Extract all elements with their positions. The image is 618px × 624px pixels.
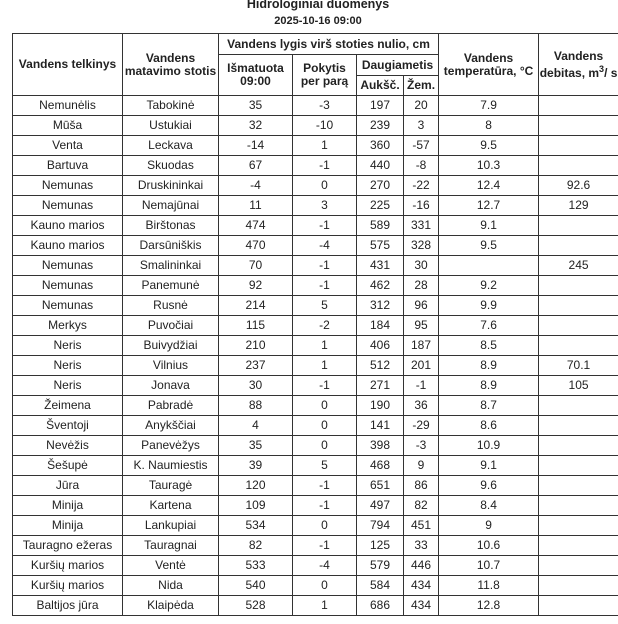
- cell-temperature: 9.5: [439, 236, 539, 256]
- cell-discharge: [539, 336, 618, 356]
- cell-station: K. Naumiestis: [123, 456, 219, 476]
- cell-high: 579: [357, 556, 404, 576]
- cell-waterbody: Minija: [13, 496, 123, 516]
- cell-station: Smalininkai: [123, 256, 219, 276]
- cell-change: -3: [293, 96, 357, 116]
- cell-measured: 39: [219, 456, 293, 476]
- cell-discharge: [539, 96, 618, 116]
- cell-measured: 30: [219, 376, 293, 396]
- cell-low: -3: [404, 436, 439, 456]
- cell-discharge: [539, 436, 618, 456]
- cell-low: 9: [404, 456, 439, 476]
- table-row: [13, 96, 618, 116]
- cell-discharge: 92.6: [539, 176, 618, 196]
- cell-temperature: 10.7: [439, 556, 539, 576]
- cell-waterbody: Nevėžis: [13, 436, 123, 456]
- cell-temperature: 10.6: [439, 536, 539, 556]
- header-temperature: Vandens temperatūra, °C: [439, 34, 539, 96]
- cell-waterbody: Nemunas: [13, 196, 123, 216]
- table-body: [13, 96, 618, 616]
- cell-temperature: 9.6: [439, 476, 539, 496]
- cell-temperature: 12.4: [439, 176, 539, 196]
- cell-waterbody: Šventoji: [13, 416, 123, 436]
- cell-discharge: [539, 296, 618, 316]
- cell-low: 187: [404, 336, 439, 356]
- cell-station: Buivydžiai: [123, 336, 219, 356]
- cell-high: 440: [357, 156, 404, 176]
- cell-change: 5: [293, 456, 357, 476]
- cell-temperature: 8.7: [439, 396, 539, 416]
- cell-high: 312: [357, 296, 404, 316]
- table-row: [13, 256, 618, 276]
- cell-measured: 534: [219, 516, 293, 536]
- cell-measured: 474: [219, 216, 293, 236]
- data-date: 2025-10-16 09:00: [274, 15, 362, 27]
- cell-temperature: 12.7: [439, 196, 539, 216]
- cell-high: 360: [357, 136, 404, 156]
- cell-low: -1: [404, 376, 439, 396]
- cell-waterbody: Nemunas: [13, 296, 123, 316]
- cell-waterbody: Nemunas: [13, 256, 123, 276]
- cell-discharge: [539, 276, 618, 296]
- cell-temperature: 11.8: [439, 576, 539, 596]
- cell-temperature: 9.5: [439, 136, 539, 156]
- cell-temperature: 8.6: [439, 416, 539, 436]
- cell-low: 36: [404, 396, 439, 416]
- cell-temperature: 8: [439, 116, 539, 136]
- table-row: [13, 156, 618, 176]
- cell-change: 1: [293, 336, 357, 356]
- cell-discharge: [539, 416, 618, 436]
- cell-station: Puvočiai: [123, 316, 219, 336]
- cell-change: -1: [293, 276, 357, 296]
- cell-waterbody: Jūra: [13, 476, 123, 496]
- cell-temperature: 9.2: [439, 276, 539, 296]
- cell-waterbody: Neris: [13, 356, 123, 376]
- cell-low: 82: [404, 496, 439, 516]
- cell-change: -4: [293, 236, 357, 256]
- hydrology-table: [12, 33, 618, 616]
- cell-high: 584: [357, 576, 404, 596]
- cell-low: 20: [404, 96, 439, 116]
- cell-station: Panevėžys: [123, 436, 219, 456]
- cell-discharge: [539, 556, 618, 576]
- header-discharge-suffix: / s: [604, 65, 618, 80]
- cell-waterbody: Šešupė: [13, 456, 123, 476]
- cell-change: 0: [293, 416, 357, 436]
- cell-high: 431: [357, 256, 404, 276]
- cell-waterbody: Bartuva: [13, 156, 123, 176]
- cell-waterbody: Kuršių marios: [13, 576, 123, 596]
- cell-waterbody: Nemunėlis: [13, 96, 123, 116]
- cell-measured: 214: [219, 296, 293, 316]
- cell-waterbody: Minija: [13, 516, 123, 536]
- cell-temperature: 8.9: [439, 376, 539, 396]
- header-discharge-prefix: Vandens debitas, m: [539, 48, 604, 80]
- cell-change: 0: [293, 176, 357, 196]
- cell-high: 270: [357, 176, 404, 196]
- cell-measured: 210: [219, 336, 293, 356]
- header-longterm: Daugiametis: [357, 55, 439, 76]
- cell-high: 271: [357, 376, 404, 396]
- table-row: [13, 396, 618, 416]
- cell-low: -22: [404, 176, 439, 196]
- table-row: [13, 416, 618, 436]
- cell-change: -1: [293, 216, 357, 236]
- cell-high: 497: [357, 496, 404, 516]
- table-row: [13, 536, 618, 556]
- cell-temperature: 9.9: [439, 296, 539, 316]
- cell-change: -1: [293, 156, 357, 176]
- cell-temperature: 10.9: [439, 436, 539, 456]
- cell-measured: 32: [219, 116, 293, 136]
- cell-measured: 35: [219, 436, 293, 456]
- cell-waterbody: Žeimena: [13, 396, 123, 416]
- cell-high: 406: [357, 336, 404, 356]
- cell-station: Nida: [123, 576, 219, 596]
- cell-waterbody: Kauno marios: [13, 236, 123, 256]
- cell-high: 794: [357, 516, 404, 536]
- table-row: [13, 216, 618, 236]
- cell-high: 225: [357, 196, 404, 216]
- cell-low: 96: [404, 296, 439, 316]
- cell-low: 328: [404, 236, 439, 256]
- cell-waterbody: Venta: [13, 136, 123, 156]
- cell-low: -16: [404, 196, 439, 216]
- cell-temperature: 9.1: [439, 216, 539, 236]
- cell-change: -1: [293, 376, 357, 396]
- table-row: [13, 436, 618, 456]
- cell-discharge: 105: [539, 376, 618, 396]
- table-row: [13, 596, 618, 616]
- table-row: [13, 456, 618, 476]
- table-row: [13, 316, 618, 336]
- cell-low: 86: [404, 476, 439, 496]
- cell-measured: 109: [219, 496, 293, 516]
- cell-temperature: 9: [439, 516, 539, 536]
- cell-station: Pabradė: [123, 396, 219, 416]
- cell-discharge: 245: [539, 256, 618, 276]
- cell-high: 468: [357, 456, 404, 476]
- cell-temperature: 8.4: [439, 496, 539, 516]
- cell-low: 446: [404, 556, 439, 576]
- cell-measured: 11: [219, 196, 293, 216]
- cell-low: 434: [404, 576, 439, 596]
- cell-high: 686: [357, 596, 404, 616]
- cell-change: 0: [293, 516, 357, 536]
- cell-measured: 35: [219, 96, 293, 116]
- cell-discharge: [539, 596, 618, 616]
- cell-discharge: [539, 576, 618, 596]
- cell-discharge: [539, 496, 618, 516]
- cell-low: 3: [404, 116, 439, 136]
- cell-station: Skuodas: [123, 156, 219, 176]
- cell-change: -2: [293, 316, 357, 336]
- cell-change: -10: [293, 116, 357, 136]
- cell-station: Klaipėda: [123, 596, 219, 616]
- cell-station: Anykščiai: [123, 416, 219, 436]
- cell-station: Kartena: [123, 496, 219, 516]
- cell-high: 575: [357, 236, 404, 256]
- header-low: Žem.: [404, 76, 439, 96]
- header-high: Aukšč.: [357, 76, 404, 96]
- cell-station: Darsūniškis: [123, 236, 219, 256]
- cell-waterbody: Baltijos jūra: [13, 596, 123, 616]
- cell-low: 434: [404, 596, 439, 616]
- cell-change: -1: [293, 476, 357, 496]
- cell-measured: 528: [219, 596, 293, 616]
- table-row: [13, 496, 618, 516]
- cell-low: 95: [404, 316, 439, 336]
- page-title: Hidrologiniai duomenys: [246, 0, 390, 11]
- cell-change: 5: [293, 296, 357, 316]
- cell-discharge: [539, 516, 618, 536]
- cell-waterbody: Tauragno ežeras: [13, 536, 123, 556]
- cell-change: -1: [293, 256, 357, 276]
- header-station: Vandens matavimo stotis: [123, 34, 219, 96]
- cell-change: 0: [293, 576, 357, 596]
- cell-measured: 540: [219, 576, 293, 596]
- table-row: [13, 556, 618, 576]
- cell-measured: 115: [219, 316, 293, 336]
- cell-discharge: [539, 236, 618, 256]
- cell-station: Vilnius: [123, 356, 219, 376]
- cell-discharge: [539, 396, 618, 416]
- cell-discharge: [539, 536, 618, 556]
- cell-change: 1: [293, 136, 357, 156]
- cell-temperature: 7.9: [439, 96, 539, 116]
- cell-station: Ventė: [123, 556, 219, 576]
- cell-temperature: 10.3: [439, 156, 539, 176]
- cell-high: 462: [357, 276, 404, 296]
- cell-change: -1: [293, 496, 357, 516]
- cell-change: 1: [293, 356, 357, 376]
- table-row: [13, 116, 618, 136]
- cell-temperature: [439, 256, 539, 276]
- cell-station: Tabokinė: [123, 96, 219, 116]
- cell-high: 125: [357, 536, 404, 556]
- table-row: [13, 336, 618, 356]
- header-waterbody: Vandens telkinys: [13, 34, 123, 96]
- cell-temperature: 8.9: [439, 356, 539, 376]
- cell-measured: 92: [219, 276, 293, 296]
- cell-high: 190: [357, 396, 404, 416]
- cell-station: Rusnė: [123, 296, 219, 316]
- cell-high: 512: [357, 356, 404, 376]
- table-row: [13, 476, 618, 496]
- cell-low: 201: [404, 356, 439, 376]
- header-discharge-sup: 3: [599, 63, 605, 74]
- table-row: [13, 376, 618, 396]
- cell-high: 589: [357, 216, 404, 236]
- cell-measured: 70: [219, 256, 293, 276]
- cell-waterbody: Merkys: [13, 316, 123, 336]
- cell-discharge: [539, 476, 618, 496]
- cell-waterbody: Mūša: [13, 116, 123, 136]
- cell-measured: 67: [219, 156, 293, 176]
- table-row: [13, 576, 618, 596]
- table-row: [13, 276, 618, 296]
- cell-low: -29: [404, 416, 439, 436]
- cell-high: 197: [357, 96, 404, 116]
- cell-waterbody: Kauno marios: [13, 216, 123, 236]
- cell-measured: 533: [219, 556, 293, 576]
- cell-change: 1: [293, 596, 357, 616]
- table-row: [13, 516, 618, 536]
- cell-station: Leckava: [123, 136, 219, 156]
- cell-station: Lankupiai: [123, 516, 219, 536]
- table-row: [13, 236, 618, 256]
- cell-measured: 88: [219, 396, 293, 416]
- cell-discharge: [539, 316, 618, 336]
- cell-measured: 4: [219, 416, 293, 436]
- cell-station: Tauragė: [123, 476, 219, 496]
- cell-low: 30: [404, 256, 439, 276]
- cell-station: Ustukiai: [123, 116, 219, 136]
- cell-waterbody: Neris: [13, 376, 123, 396]
- header-measured: Išmatuota 09:00: [219, 55, 293, 96]
- cell-low: 331: [404, 216, 439, 236]
- cell-measured: 470: [219, 236, 293, 256]
- cell-discharge: [539, 156, 618, 176]
- cell-temperature: 7.6: [439, 316, 539, 336]
- cell-measured: -4: [219, 176, 293, 196]
- table-row: [13, 356, 618, 376]
- cell-discharge: 129: [539, 196, 618, 216]
- cell-change: 0: [293, 436, 357, 456]
- cell-temperature: 9.1: [439, 456, 539, 476]
- cell-measured: -14: [219, 136, 293, 156]
- cell-measured: 82: [219, 536, 293, 556]
- cell-waterbody: Neris: [13, 336, 123, 356]
- cell-discharge: [539, 116, 618, 136]
- cell-high: 239: [357, 116, 404, 136]
- cell-station: Panemunė: [123, 276, 219, 296]
- cell-low: -8: [404, 156, 439, 176]
- cell-high: 141: [357, 416, 404, 436]
- cell-station: Druskininkai: [123, 176, 219, 196]
- cell-high: 398: [357, 436, 404, 456]
- cell-low: 33: [404, 536, 439, 556]
- table-row: [13, 176, 618, 196]
- cell-change: -1: [293, 536, 357, 556]
- header-change: Pokytis per parą: [293, 55, 357, 96]
- table-row: [13, 136, 618, 156]
- cell-measured: 120: [219, 476, 293, 496]
- table-row: [13, 296, 618, 316]
- table-row: [13, 196, 618, 216]
- cell-discharge: [539, 456, 618, 476]
- cell-station: Jonava: [123, 376, 219, 396]
- cell-station: Birštonas: [123, 216, 219, 236]
- cell-change: 3: [293, 196, 357, 216]
- cell-temperature: 12.8: [439, 596, 539, 616]
- cell-station: Tauragnai: [123, 536, 219, 556]
- cell-discharge: 70.1: [539, 356, 618, 376]
- cell-change: -4: [293, 556, 357, 576]
- cell-low: 28: [404, 276, 439, 296]
- cell-measured: 237: [219, 356, 293, 376]
- header-level-group: Vandens lygis virš stoties nulio, cm: [219, 34, 439, 55]
- cell-low: -57: [404, 136, 439, 156]
- cell-temperature: 8.5: [439, 336, 539, 356]
- cell-discharge: [539, 216, 618, 236]
- cell-low: 451: [404, 516, 439, 536]
- cell-discharge: [539, 136, 618, 156]
- cell-high: 651: [357, 476, 404, 496]
- cell-waterbody: Kuršių marios: [13, 556, 123, 576]
- cell-high: 184: [357, 316, 404, 336]
- cell-waterbody: Nemunas: [13, 176, 123, 196]
- header-discharge: [539, 34, 618, 96]
- cell-change: 0: [293, 396, 357, 416]
- cell-waterbody: Nemunas: [13, 276, 123, 296]
- cell-station: Nemajūnai: [123, 196, 219, 216]
